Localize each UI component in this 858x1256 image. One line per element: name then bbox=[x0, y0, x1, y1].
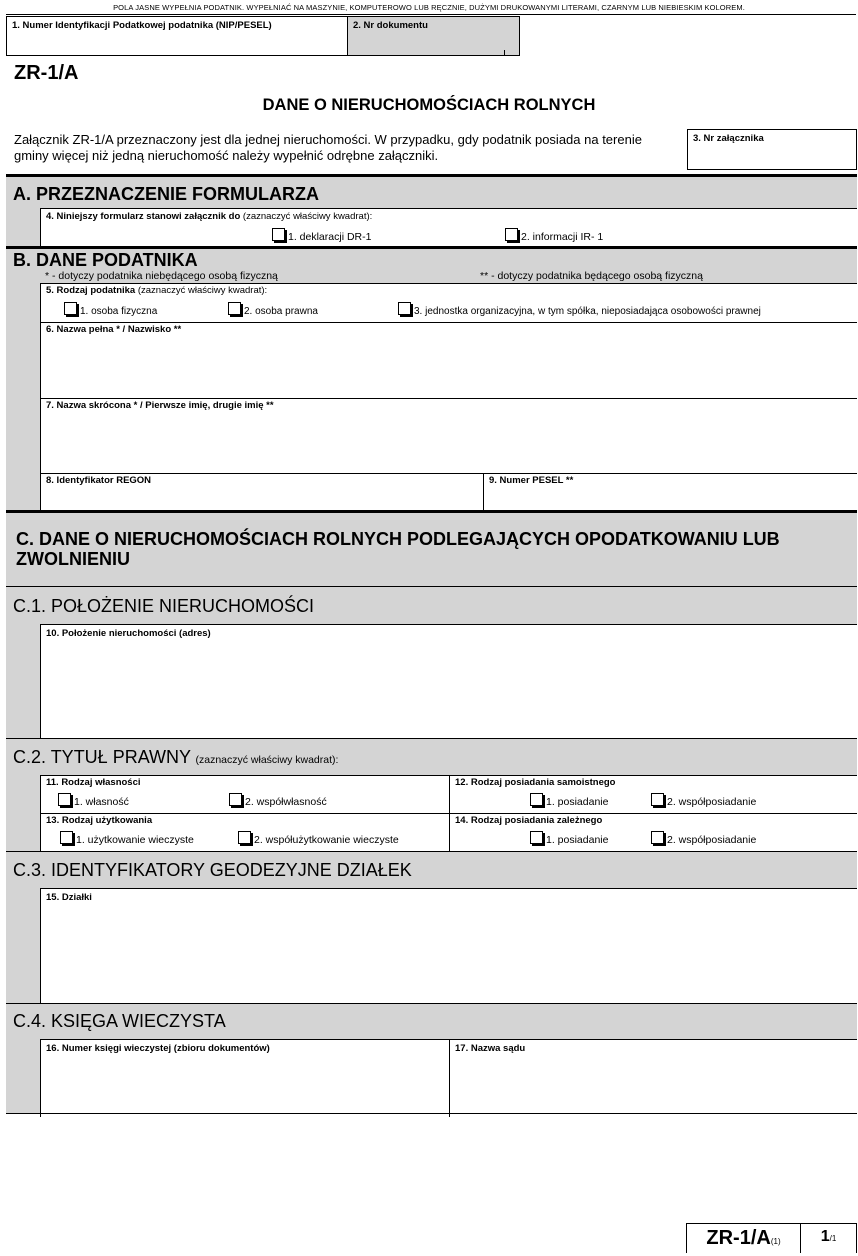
field4-cell bbox=[40, 208, 857, 246]
field4-label bbox=[46, 211, 372, 222]
option-wspolwlasnosc[interactable] bbox=[229, 793, 327, 808]
document-number-label: 2. Nr dokumentu bbox=[353, 20, 428, 31]
option-osoba-prawna[interactable] bbox=[228, 302, 318, 317]
field5-label-text: 5. Rodzaj podatnika bbox=[46, 285, 136, 296]
option-label: 1. posiadanie bbox=[546, 796, 609, 808]
c2-heading bbox=[13, 747, 338, 768]
field7-label: 7. Nazwa skrócona * / Pierwsze imię, drugie imię ** bbox=[46, 400, 274, 411]
form-instructions: POLA JASNE WYPEŁNIA PODATNIK. WYPEŁNIAĆ NA MASZYNIE, KOMPUTEROWO LUB RĘCZNIE, DUŻYMI DRUKOWANYMI LITERAMI, CZARNYM LUB NIEBIESKIM KOLOREM. bbox=[113, 3, 745, 12]
section-a bbox=[6, 174, 857, 246]
divider bbox=[6, 1113, 857, 1114]
footer-code-sub: (1) bbox=[770, 1237, 781, 1246]
checkbox-icon[interactable] bbox=[651, 831, 664, 844]
field17-label: 17. Nazwa sądu bbox=[455, 1043, 526, 1054]
option-label: 3. jednostka organizacyjna, w tym spółka, nieposiadająca osobowości prawnej bbox=[414, 306, 761, 317]
divider bbox=[6, 738, 857, 739]
divider bbox=[6, 14, 856, 15]
option-ir1[interactable] bbox=[505, 228, 603, 243]
checkbox-icon[interactable] bbox=[505, 228, 518, 241]
checkbox-icon[interactable] bbox=[530, 831, 543, 844]
option-label: 2. współposiadanie bbox=[667, 834, 757, 846]
divider bbox=[6, 1003, 857, 1004]
section-c bbox=[6, 510, 857, 1114]
option-posiadanie-zalezne[interactable] bbox=[530, 831, 608, 846]
option-uzytkowanie-wieczyste[interactable] bbox=[60, 831, 194, 846]
checkbox-icon[interactable] bbox=[58, 793, 71, 806]
field9-cell[interactable] bbox=[483, 473, 857, 513]
nip-pesel-field[interactable] bbox=[6, 16, 348, 56]
option-label: 2. współużytkowanie wieczyste bbox=[254, 834, 399, 846]
form-title: DANE O NIERUCHOMOŚCIACH ROLNYCH bbox=[262, 96, 596, 114]
option-label: 1. osoba fizyczna bbox=[80, 306, 158, 317]
option-label: 2. osoba prawna bbox=[244, 306, 318, 317]
field4-note: (zaznaczyć właściwy kwadrat): bbox=[242, 211, 373, 222]
field17-cell[interactable] bbox=[449, 1039, 857, 1117]
checkbox-icon[interactable] bbox=[60, 831, 73, 844]
field16-cell[interactable] bbox=[40, 1039, 449, 1117]
option-wspolposiadanie-zalezne[interactable] bbox=[651, 831, 756, 846]
field5-cell bbox=[40, 283, 857, 322]
option-dr1[interactable] bbox=[272, 228, 371, 243]
field12-cell bbox=[449, 775, 857, 813]
field6-label: 6. Nazwa pełna * / Nazwisko ** bbox=[46, 324, 182, 335]
footer-page: 1 bbox=[820, 1228, 830, 1245]
corner-mark bbox=[504, 50, 505, 55]
field16-label: 16. Numer księgi wieczystej (zbioru dokumentów) bbox=[46, 1043, 270, 1054]
field10-label: 10. Położenie nieruchomości (adres) bbox=[46, 628, 211, 639]
field5-note: (zaznaczyć właściwy kwadrat): bbox=[137, 285, 268, 296]
option-posiadanie-samoistne[interactable] bbox=[530, 793, 608, 808]
divider bbox=[6, 851, 857, 852]
option-label: 2. współwłasność bbox=[245, 796, 327, 808]
attachment-number-label: 3. Nr załącznika bbox=[693, 133, 764, 144]
attachment-number-field[interactable] bbox=[687, 129, 857, 170]
option-wspoluzytkowanie-wieczyste[interactable] bbox=[238, 831, 399, 846]
option-label: 1. własność bbox=[74, 796, 129, 808]
option-label: 1. posiadanie bbox=[546, 834, 609, 846]
checkbox-icon[interactable] bbox=[272, 228, 285, 241]
c1-title: C.1. POŁOŻENIE NIERUCHOMOŚCI bbox=[13, 596, 315, 616]
field4-label-text: 4. Niniejszy formularz stanowi załącznik do bbox=[46, 211, 241, 222]
field8-label: 8. Identyfikator REGON bbox=[46, 475, 152, 486]
field13-label: 13. Rodzaj użytkowania bbox=[46, 815, 153, 826]
option-label: 1. użytkowanie wieczyste bbox=[76, 834, 194, 846]
field10-cell[interactable] bbox=[40, 624, 857, 738]
footer-code: ZR-1/A bbox=[706, 1227, 771, 1249]
nip-pesel-label: 1. Numer Identyfikacji Podatkowej podatnika (NIP/PESEL) bbox=[12, 20, 272, 31]
section-a-title: A. PRZEZNACZENIE FORMULARZA bbox=[13, 184, 319, 204]
field11-cell bbox=[40, 775, 449, 813]
field14-cell bbox=[449, 813, 857, 851]
document-number-field bbox=[347, 16, 520, 56]
checkbox-icon[interactable] bbox=[228, 302, 241, 315]
field12-label: 12. Rodzaj posiadania samoistnego bbox=[455, 777, 616, 788]
section-b-title: B. DANE PODATNIKA bbox=[13, 250, 198, 270]
option-dr1-label: 1. deklaracji DR-1 bbox=[288, 231, 372, 243]
option-label: 2. współposiadanie bbox=[667, 796, 757, 808]
form-code: ZR-1/A bbox=[14, 62, 79, 84]
field5-label bbox=[46, 285, 267, 296]
note-right: ** - dotyczy podatnika będącego osobą fizyczną bbox=[480, 270, 703, 282]
field13-cell bbox=[40, 813, 449, 851]
footer-page-box bbox=[800, 1223, 857, 1253]
c4-title: C.4. KSIĘGA WIECZYSTA bbox=[13, 1011, 226, 1031]
c3-title: C.3. IDENTYFIKATORY GEODEZYJNE DZIAŁEK bbox=[13, 860, 412, 880]
option-ir1-label: 2. informacji IR- 1 bbox=[521, 231, 604, 243]
option-osoba-fizyczna[interactable] bbox=[64, 302, 157, 317]
field11-label: 11. Rodzaj własności bbox=[46, 777, 141, 788]
option-wspolposiadanie-samoistne[interactable] bbox=[651, 793, 756, 808]
field7-cell[interactable] bbox=[40, 398, 857, 473]
intro-text: Załącznik ZR-1/A przeznaczony jest dla jednej nieruchomości. W przypadku, gdy podatnik posiada na terenie gminy więcej niż jedną nieruchomość należy wypełnić odrębne załączniki. bbox=[14, 132, 642, 163]
divider bbox=[6, 586, 857, 587]
option-wlasnosc[interactable] bbox=[58, 793, 129, 808]
checkbox-icon[interactable] bbox=[651, 793, 664, 806]
checkbox-icon[interactable] bbox=[238, 831, 251, 844]
c2-note: (zaznaczyć właściwy kwadrat): bbox=[195, 754, 339, 766]
field9-label: 9. Numer PESEL ** bbox=[489, 475, 574, 486]
section-b bbox=[6, 246, 857, 510]
field14-label: 14. Rodzaj posiadania zależnego bbox=[455, 815, 603, 826]
section-c-title: C. DANE O NIERUCHOMOŚCIACH ROLNYCH PODLEGAJĄCYCH OPODATKOWANIU LUB ZWOLNIENIU bbox=[16, 529, 780, 569]
c2-title: C.2. TYTUŁ PRAWNY bbox=[13, 747, 192, 767]
field8-cell[interactable] bbox=[40, 473, 483, 513]
note-left: * - dotyczy podatnika niebędącego osobą fizyczną bbox=[45, 270, 278, 282]
footer-page-sub: /1 bbox=[829, 1234, 837, 1243]
field15-cell[interactable] bbox=[40, 888, 857, 1003]
checkbox-icon[interactable] bbox=[64, 302, 77, 315]
field15-label: 15. Działki bbox=[46, 892, 92, 903]
checkbox-icon[interactable] bbox=[229, 793, 242, 806]
field6-cell[interactable] bbox=[40, 322, 857, 398]
checkbox-icon[interactable] bbox=[530, 793, 543, 806]
footer-code-box bbox=[686, 1223, 801, 1253]
option-jednostka[interactable] bbox=[398, 302, 761, 317]
checkbox-icon[interactable] bbox=[398, 302, 411, 315]
